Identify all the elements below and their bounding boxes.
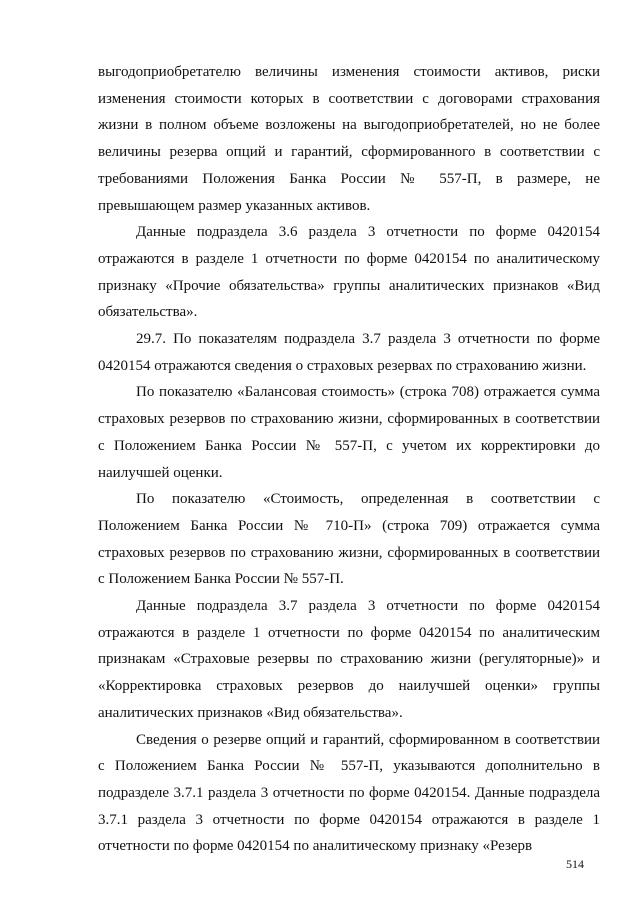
page-number: 514: [566, 857, 584, 871]
body-text: [98, 59, 600, 860]
paragraph-balance-value: По показателю «Балансовая стоимость» (строка 708) отражается сумма страховых резервов по страхованию жизни, сформированных в соответствии с Положением Банка России № 557-П, с учетом их корректировки до наилучшей оценки.: [98, 384, 600, 481]
paragraph-continuation: выгодоприобретателю величины изменения стоимости активов, риски изменения стоимости которых в соответствии с договорами страхования жизни в полном объеме возложены на выгодоприобретателей, но не более величины резерва опций и гарантий, сформированного в соответствии с требованиями Положения Банка России № 557-П, в размере, не превышающем размер указанных активов.: [98, 64, 600, 214]
paragraph-options-reserve: Сведения о резерве опций и гарантий, сформированном в соответствии с Положением Банка России № 557-П, указываются дополнительно в подразделе 3.7.1 раздела 3 отчетности по форме 0420154. Данные подраздела 3.7.1 раздела 3 отчетности по форме 0420154 отражаются в разделе 1 отчетности по форме 0420154 по аналитическому признаку «Резерв: [98, 731, 600, 855]
paragraph-29-7: 29.7. По показателям подраздела 3.7 раздела 3 отчетности по форме 0420154 отражаются сведения о страховых резервах по страхованию жизни.: [98, 331, 600, 374]
paragraph-cost-710p: По показателю «Стоимость, определенная в соответствии с Положением Банка России № 710-П» (строка 709) отражается сумма страховых резервов по страхованию жизни, сформированных в соответствии с Положением Банка России № 557-П.: [98, 491, 600, 588]
paragraph-subsection-3-6: Данные подраздела 3.6 раздела 3 отчетности по форме 0420154 отражаются в разделе 1 отчетности по форме 0420154 по аналитическому признаку «Прочие обязательства» группы аналитических признаков «Вид обязательства».: [98, 224, 600, 321]
paragraph-subsection-3-7: Данные подраздела 3.7 раздела 3 отчетности по форме 0420154 отражаются в разделе 1 отчетности по форме 0420154 по аналитическим признакам «Страховые резервы по страхованию жизни (регуляторные)» и «Корректировка страховых резервов до наилучшей оценки» группы аналитических признаков «Вид обязательства».: [98, 598, 600, 721]
